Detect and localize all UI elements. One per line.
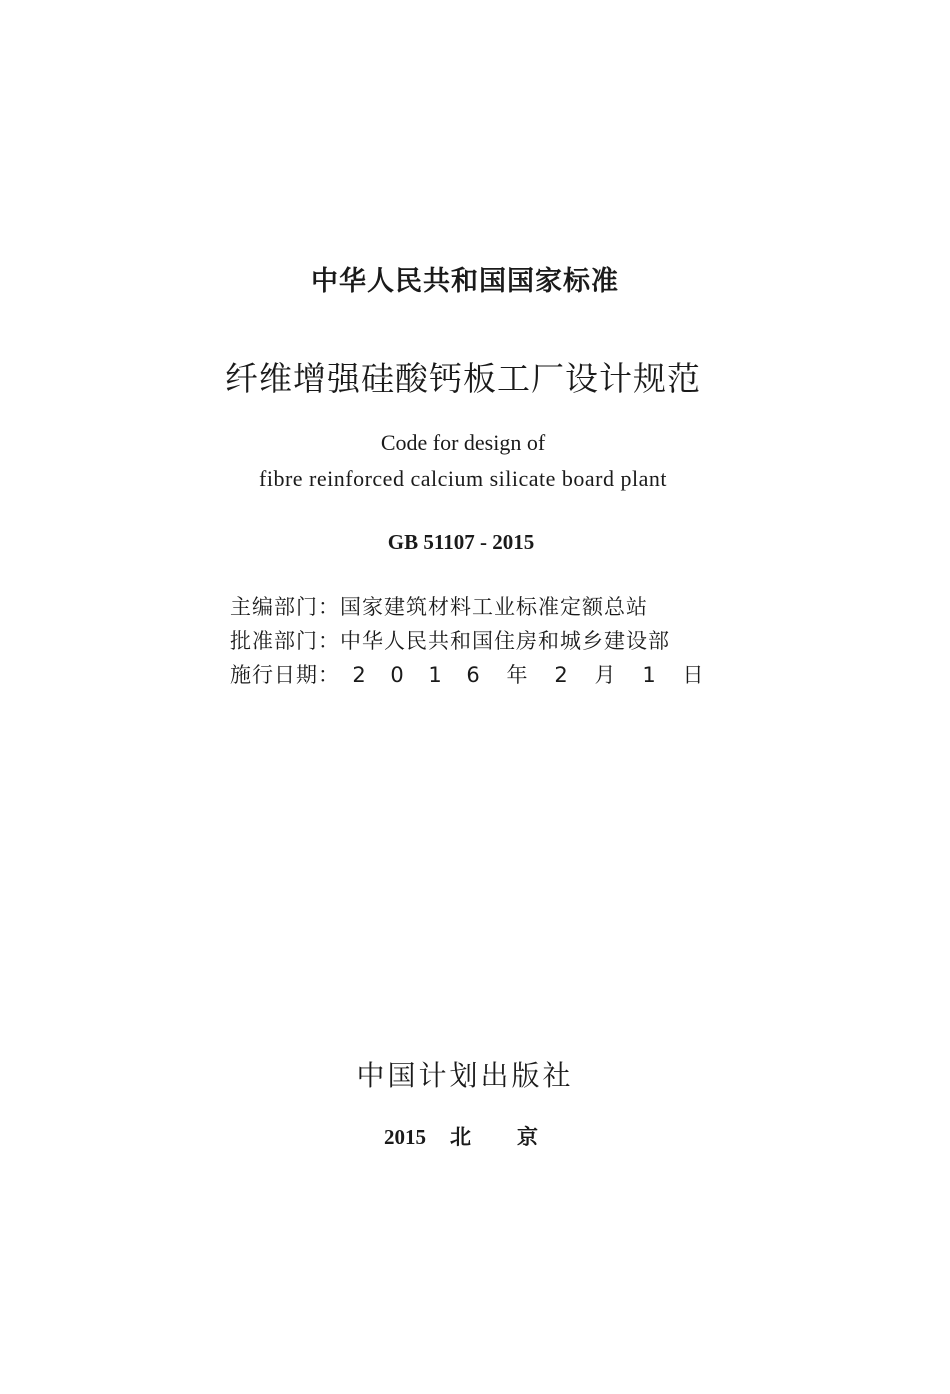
effective-date-value xyxy=(340,658,718,692)
document-title-chinese: 纤维增强硅酸钙板工厂设计规范 xyxy=(225,359,701,398)
date-year-digit: 6 xyxy=(466,663,480,687)
document-title-english-line2: fibre reinforced calcium silicate board plant xyxy=(259,466,667,491)
standard-series-heading: 中华人民共和国国家标准 xyxy=(311,266,619,297)
date-month: 2 xyxy=(554,663,568,687)
date-year-digit: 2 xyxy=(352,663,366,687)
date-year-word: 年 xyxy=(506,663,528,687)
metadata-block xyxy=(230,590,718,692)
editor-value: 国家建筑材料工业标准定额总站 xyxy=(340,595,648,619)
publication-city-char: 京 xyxy=(517,1125,538,1149)
date-month-word: 月 xyxy=(594,663,616,687)
document-title-english-line1: Code for design of xyxy=(380,430,546,455)
publication-place xyxy=(0,1122,936,1152)
effective-date-row xyxy=(230,658,718,692)
publisher-name: 中国计划出版社 xyxy=(356,1059,574,1092)
editor-row xyxy=(230,590,718,624)
effective-date-label: 施行日期： xyxy=(230,663,340,687)
date-day: 1 xyxy=(642,663,656,687)
publication-year: 2015 xyxy=(384,1125,426,1149)
approver-row xyxy=(230,624,718,658)
editor-label: 主编部门： xyxy=(230,595,340,619)
approver-value: 中华人民共和国住房和城乡建设部 xyxy=(340,629,670,653)
date-day-word: 日 xyxy=(682,663,704,687)
approver-label: 批准部门： xyxy=(230,629,340,653)
date-year-digit: 1 xyxy=(428,663,442,687)
publication-city-char: 北 xyxy=(450,1125,471,1149)
date-year-digit: 0 xyxy=(390,663,404,687)
standard-code: GB 51107 - 2015 xyxy=(387,530,535,554)
